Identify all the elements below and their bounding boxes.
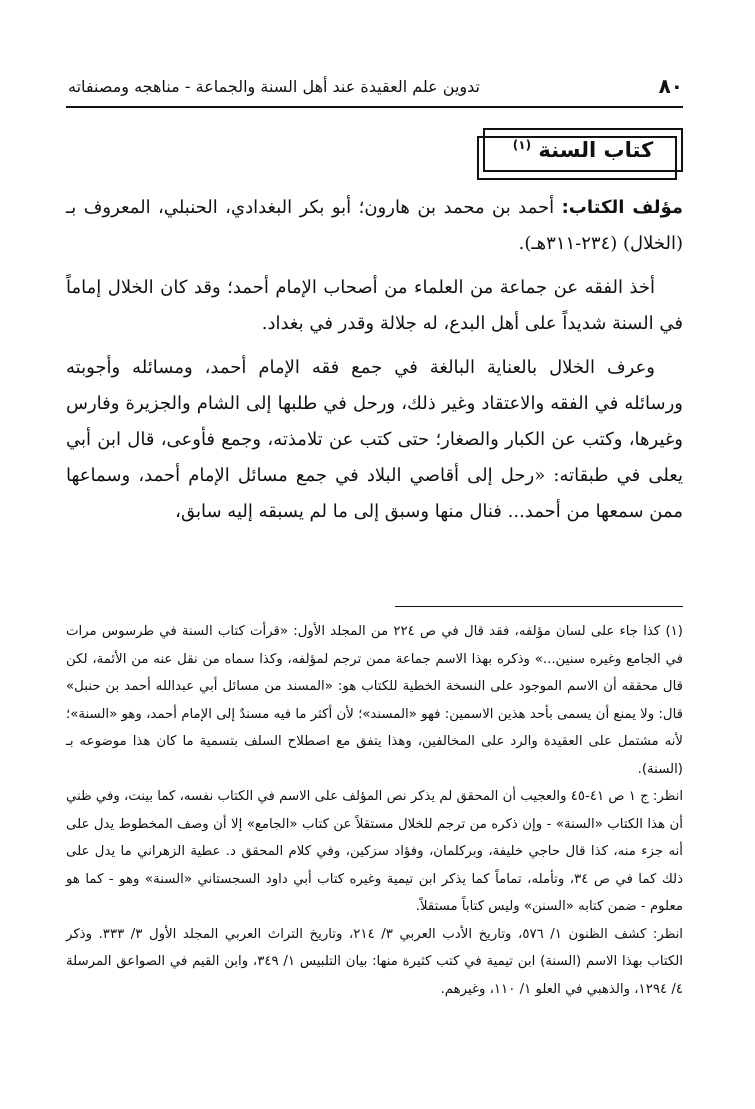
running-title: تدوين علم العقيدة عند أهل السنة والجماعة - مناهجه ومصنفاته <box>68 76 481 96</box>
author-text: أحمد بن محمد بن هارون؛ أبو بكر البغدادي، الحنبلي، المعروف بـ (الخلال) (٢٣٤-٣١١هـ). <box>66 197 683 254</box>
main-text <box>66 190 683 538</box>
running-header <box>68 70 683 102</box>
footnote-1-continued: انظر: ج ١ ص ٤١-٤٥ والعجيب أن المحقق لم يذكر نص المؤلف على الاسم في الكتاب نفسه، كما بينت، وفي ظني أن هذا الكتاب «السنة» - وإن ذكره من ترجم للخلال مستقلاً عن كتاب «الجامع» إلا أن وصف المخطوط يدل على أنه جزء منه، كذا قال حاجي خليفة، وبركلمان، وفؤاد سزكين، وفي كلام المحقق د. عطية الزهراني ما يدل على ذلك كما في ص ٣٤، وتأمله، تماماً كما يذكر ابن تيمية وغيره كتاب أبي داود السجستاني «السنة» وهو - كما هو معلوم - ضمن كتابه «السنن» وليس كتاباً مستقلاً. <box>66 789 684 914</box>
author-label: مؤلف الكتاب: <box>561 197 683 218</box>
footnotes <box>66 618 683 1003</box>
section-title-text: كتاب السنة <box>538 138 654 162</box>
header-rule <box>66 106 683 108</box>
paragraph-1: أخذ الفقه عن جماعة من العلماء من أصحاب الإمام أحمد؛ وقد كان الخلال إماماً في السنة شديداً على أهل البدع، له جلالة وقدر في بغداد. <box>66 277 683 334</box>
footnote-1-references: انظر: كشف الظنون ١/ ٥٧٦، وتاريخ الأدب العربي ٣/ ٢١٤، وتاريخ التراث العربي المجلد الأول ٣/ ٣٣٣. وذكر الكتاب بهذا الاسم (السنة) ابن تيمية في كتب كثيرة منها: بيان التلبيس ١/ ٣٤٩، وابن القيم في الصواعق المرسلة ٤/ ١٢٩٤، والذهبي في العلو ١/ ١١٠، وغيرهم. <box>66 926 683 997</box>
footnote-1: (١) كذا جاء على لسان مؤلفه، فقد قال في ص ٢٢٤ من المجلد الأول: «قرأت كتاب السنة في طرسوس مرات في الجامع وغيره سنين...» وذكره بهذا الاسم جماعة ممن ترجم لمؤلفه، وكذا سماه من نقل عنه من الأئمة، لكن قال محققه أن الاسم الموجود على النسخة الخطية للكتاب هو: «المسند من مسائل أبي عبدالله أحمد بن حنبل» قال: ولا يمنع أن يسمى بأحد هذين الاسمين: فهو «المسند»؛ لأن أكثر ما فيه مسندٌ إلى الإمام أحمد، وهو «السنة»؛ لأنه مشتمل على العقيدة والرد على المخالفين، وهذا يتفق مع اصطلاح السلف بتسمية ما كان هذا موضوعه بـ (السنة). <box>66 624 683 777</box>
section-title-box <box>483 128 683 172</box>
footnote-marker: (١) <box>512 138 532 152</box>
paragraph-2: وعرف الخلال بالعناية البالغة في جمع فقه الإمام أحمد، ومسائله وأجوبته ورسائله في الفقه والاعتقاد وغير ذلك، ورحل في طلبها إلى الشام والجزيرة وفارس وغيرها، وكتب عن الكبار والصغار؛ حتى كتب عن تلامذته، وجمع فأوعى، قال ابن أبي يعلى في طبقاته: «رحل إلى أقاصي البلاد في جمع مسائل الإمام أحمد، وسماعها ممن سمعها من أحمد... فنال منها وسبق إلى ما لم يسبقه إليه سابق، <box>66 357 683 522</box>
author-paragraph <box>66 190 683 262</box>
page-number: ٨٠ <box>658 74 683 98</box>
footnote-rule <box>395 606 683 607</box>
section-title <box>513 138 653 162</box>
